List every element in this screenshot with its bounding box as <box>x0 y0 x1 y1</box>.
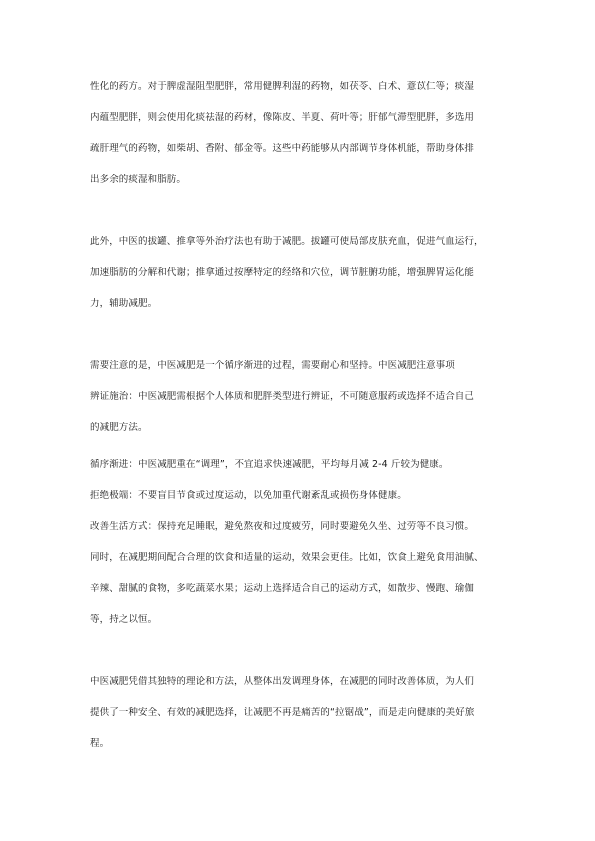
paragraph-3-line-4: 循序渐进：中医减肥重在“调理”，不宜追求快速减肥，平均每月减 2-4 斤较为健康。 <box>90 459 449 470</box>
paragraph-1-line-1: 性化的药方。对于脾虚湿阻型肥胖，常用健脾利湿的药物，如茯苓、白术、薏苡仁等；痰湿 <box>90 81 475 92</box>
paragraph-1-line-3: 疏肝理气的药物，如柴胡、香附、郁金等。这些中药能够从内部调节身体机能，帮助身体排 <box>90 143 475 154</box>
paragraph-2-line-2: 加速脂肪的分解和代谢；推拿通过按摩特定的经络和穴位，调节脏腑功能，增强脾胃运化能 <box>90 267 475 278</box>
paragraph-4-line-3: 程。 <box>90 738 110 749</box>
paragraph-3-line-8: 辛辣、甜腻的食物，多吃蔬菜水果；运动上选择适合自己的运动方式，如散步、慢跑、瑜伽 <box>90 583 475 594</box>
paragraph-4-line-1: 中医减肥凭借其独特的理论和方法，从整体出发调理身体，在减肥的同时改善体质，为人们 <box>90 676 475 687</box>
paragraph-1-line-2: 内蕴型肥胖，则会使用化痰祛湿的药材，像陈皮、半夏、荷叶等；肝郁气滞型肥胖，多选用 <box>90 112 475 123</box>
paragraph-1-line-4: 出多余的痰湿和脂肪。 <box>90 174 187 185</box>
paragraph-2-line-3: 力，辅助减肥。 <box>90 298 158 309</box>
paragraph-3-line-5: 拒绝极端：不要盲目节食或过度运动，以免加重代谢紊乱或损伤身体健康。 <box>90 490 407 501</box>
paragraph-2-line-1: 此外，中医的拔罐、推拿等外治疗法也有助于减肥。拔罐可使局部皮肤充血，促进气血运行， <box>90 236 484 247</box>
paragraph-3-line-2: 辨证施治：中医减肥需根据个人体质和肥胖类型进行辨证，不可随意服药或选择不适合自己 <box>90 391 475 402</box>
paragraph-3-line-6: 改善生活方式：保持充足睡眠，避免熬夜和过度疲劳，同时要避免久坐、过劳等不良习惯。 <box>90 521 475 532</box>
paragraph-3-line-3: 的减肥方法。 <box>90 422 148 433</box>
paragraph-4-line-2: 提供了一种安全、有效的减肥选择，让减肥不再是痛苦的“拉锯战”，而是走向健康的美好旅 <box>90 707 475 718</box>
paragraph-3-line-7: 同时，在减肥期间配合合理的饮食和适量的运动，效果会更佳。比如，饮食上避免食用油腻、 <box>90 552 484 563</box>
paragraph-3-line-1: 需要注意的是，中医减肥是一个循序渐进的过程，需要耐心和坚持。中医减肥注意事项 <box>90 360 455 371</box>
paragraph-3-line-9: 等，持之以恒。 <box>90 614 158 625</box>
